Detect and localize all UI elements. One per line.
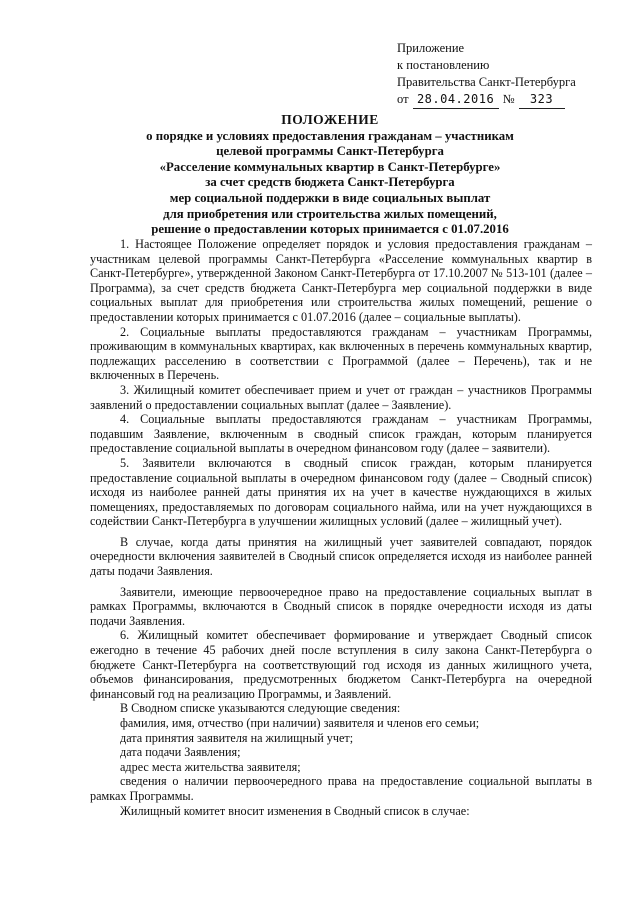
title-line: мер социальной поддержки в виде социальных выплат (169, 190, 491, 205)
document-title (120, 112, 540, 238)
decree-number: 323 (519, 91, 565, 109)
paragraph-5: 5. Заявители включаются в сводный список граждан, которым планируется предоставление социальной выплаты в очередном финансовом году (далее – Сводный список) исходя из наиболее ранней даты принятия их на учет в качестве нуждающихся в жилых помещениях, предоставляемых по договорам социального найма, или на учет нуждающихся в содействии Санкт-Петербурга в улучшении жилищных условий (далее – жилищный учет). (90, 455, 592, 529)
title-line: о порядке и условиях предоставления гражданам – участникам (146, 128, 514, 143)
appendix-line-3: Правительства Санкт-Петербурга (397, 75, 576, 89)
list-item: дата подачи Заявления; (120, 745, 241, 760)
paragraph-changes: Жилищный комитет вносит изменения в Сводный список в случае: (120, 803, 470, 818)
list-item: фамилия, имя, отчество (при наличии) заявителя и членов его семьи; (120, 716, 480, 730)
appendix-line-1: Приложение (397, 41, 465, 55)
title-line: «Расселение коммунальных квартир в Санкт-Петербурге» (159, 159, 501, 174)
title-main: ПОЛОЖЕНИЕ (281, 112, 379, 127)
appendix-block (397, 40, 627, 109)
appendix-date-line (397, 91, 627, 109)
list-item: сведения о наличии первоочередного права на предоставление социальной выплаты в рамках Программы. (90, 774, 592, 803)
title-line: для приобретения или строительства жилых помещений, (163, 206, 497, 221)
paragraph-3: 3. Жилищный комитет обеспечивает прием и учет от граждан – участников Программы заявлений о предоставлении социальных выплат (далее – Заявление). (90, 382, 592, 412)
title-line: за счет средств бюджета Санкт-Петербурга (205, 175, 455, 190)
date-prefix: от (397, 92, 409, 106)
number-prefix: № (502, 92, 515, 106)
decree-date: 28.04.2016 (413, 91, 499, 109)
list-intro: В Сводном списке указываются следующие сведения: (120, 701, 401, 716)
paragraph-4: 4. Социальные выплаты предоставляются гражданам – участникам Программы, подавшим Заявление, включенным в сводный список граждан, которым планируется предоставление социальной выплаты в очередном финансовом году (далее – заявители). (90, 412, 592, 456)
paragraph-5-priority: Заявители, имеющие первоочередное право на предоставление социальных выплат в рамках Программы, включаются в Сводный список в порядке очередности исходя из даты подачи Заявления. (90, 584, 592, 628)
document-body (90, 237, 592, 818)
list-item: адрес места жительства заявителя; (120, 759, 301, 774)
paragraph-5-same-date: В случае, когда даты принятия на жилищный учет заявителей совпадают, порядок очередности включения заявителей в Сводный список определяется исходя из наиболее ранней даты подачи Заявления. (90, 534, 592, 579)
paragraph-2: 2. Социальные выплаты предоставляются гражданам – участникам Программы, проживающим в коммунальных квартирах, как включенных в перечень коммунальных квартир, подлежащих расселению в соответствии с Программой (далее – Перечень), так и не включенных в Перечень. (90, 324, 592, 383)
paragraph-1: 1. Настоящее Положение определяет порядок и условия предоставления гражданам – участникам целевой программы Санкт-Петербурга «Расселение коммунальных квартир в Санкт-Петербурге», утвержденной Законом Санкт-Петербурга от 17.10.2007 № 513-101 (далее – Программа), за счет средств бюджета Санкт-Петербурга мер социальной поддержки в виде социальных выплат для приобретения или строительства жилых помещений, решение о предоставлении которых принимается с 01.07.2016 (далее – социальные выплаты). (90, 237, 592, 324)
title-line: целевой программы Санкт-Петербурга (216, 144, 444, 159)
appendix-line-2: к постановлению (397, 58, 490, 72)
title-line: решение о предоставлении которых принимается с 01.07.2016 (151, 222, 509, 237)
paragraph-6: 6. Жилищный комитет обеспечивает формирование и утверждает Сводный список ежегодно в течение 45 рабочих дней после вступления в силу закона Санкт-Петербурга о бюджете Санкт-Петербурга на соответствующий год исходя из данных жилищного учета, объемов финансирования, предусмотренных бюджетом Санкт-Петербурга на очередной финансовый год на реализацию Программы, и Заявлений. (90, 628, 592, 701)
list-item: дата принятия заявителя на жилищный учет; (120, 730, 354, 745)
